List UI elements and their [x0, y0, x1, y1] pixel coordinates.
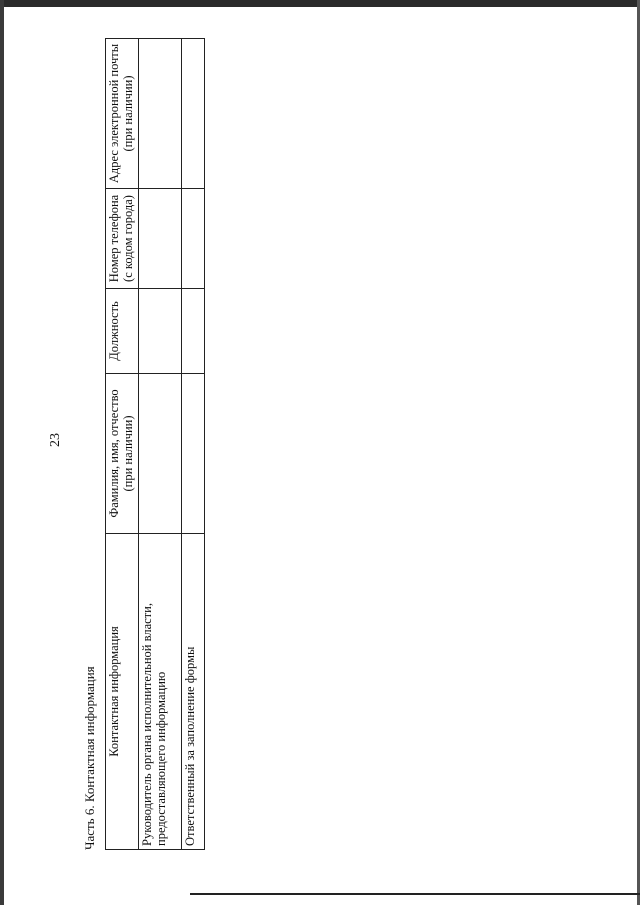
rotated-page-content [80, 30, 210, 850]
table-header-row [106, 39, 139, 850]
header-phone: Номер телефона (с кодом города) [106, 189, 139, 289]
header-email: Адрес электронной почты (при наличии) [106, 39, 139, 189]
page-number: 23 [48, 433, 63, 447]
header-position: Должность [106, 289, 139, 374]
scan-edge-left [0, 0, 4, 905]
cell-email[interactable] [139, 39, 182, 189]
table-row [139, 39, 182, 850]
section-title: Часть 6. Контактная информация [82, 666, 97, 850]
cell-position[interactable] [139, 289, 182, 374]
cell-full-name[interactable] [139, 374, 182, 534]
scan-edge-top [0, 0, 640, 7]
header-contact-info: Контактная информация [106, 534, 139, 850]
row-label-responsible-person: Ответственный за заполнение формы [181, 534, 204, 850]
cell-position[interactable] [181, 289, 204, 374]
cell-email[interactable] [181, 39, 204, 189]
cell-full-name[interactable] [181, 374, 204, 534]
contact-info-table [105, 38, 205, 850]
cell-phone[interactable] [181, 189, 204, 289]
table-row [181, 39, 204, 850]
scan-edge-bottom [190, 893, 640, 895]
cell-phone[interactable] [139, 189, 182, 289]
header-full-name: Фамилия, имя, отчество (при наличии) [106, 374, 139, 534]
row-label-head-of-authority: Руководитель органа исполнительной власти, предоставляющего информацию [139, 534, 182, 850]
